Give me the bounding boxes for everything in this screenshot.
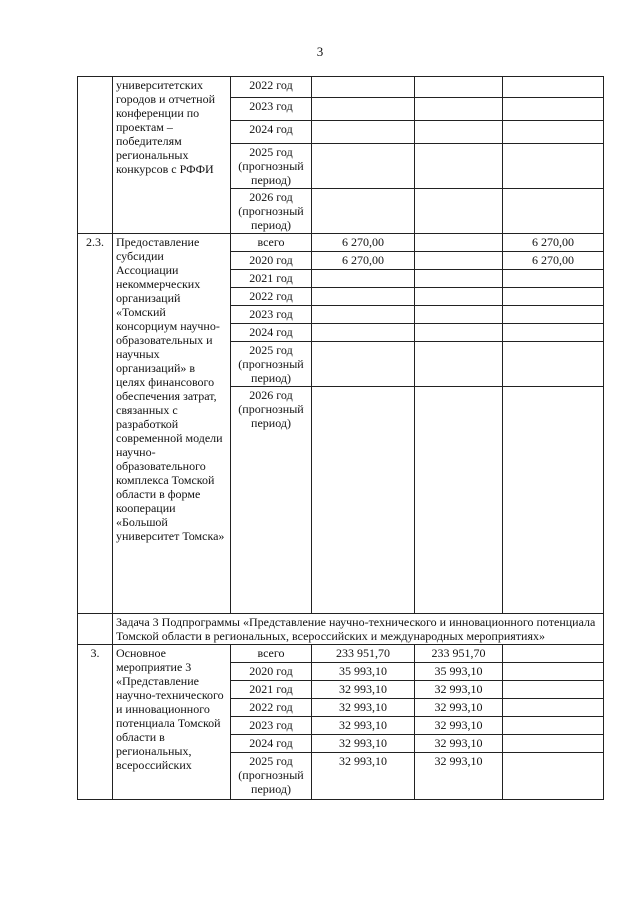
table-row <box>78 614 604 645</box>
value-cell: 233 951,70 <box>415 645 503 663</box>
value-cell <box>312 98 415 121</box>
value-cell <box>503 98 604 121</box>
task-heading: Задача 3 Подпрограммы «Представление научно-технического и инновационного потенциала Томской области в региональных, всероссийских и международных мероприятиях» <box>113 614 604 645</box>
value-cell: 6 270,00 <box>503 234 604 252</box>
year-cell: 2024 год <box>231 324 312 342</box>
value-cell <box>415 121 503 144</box>
year-cell: 2023 год <box>231 98 312 121</box>
page-number: 3 <box>316 44 324 59</box>
value-cell <box>415 252 503 270</box>
value-cell <box>415 342 503 387</box>
value-cell: 35 993,10 <box>312 663 415 681</box>
value-cell: 32 993,10 <box>415 717 503 735</box>
value-cell <box>415 387 503 614</box>
year-cell: всего <box>231 645 312 663</box>
year-cell: 2023 год <box>231 717 312 735</box>
value-cell <box>503 735 604 753</box>
year-cell: 2021 год <box>231 681 312 699</box>
value-cell <box>312 270 415 288</box>
year-cell: 2025 год (прогнозный период) <box>231 342 312 387</box>
value-cell: 32 993,10 <box>415 735 503 753</box>
year-cell: 2022 год <box>231 288 312 306</box>
value-cell <box>312 288 415 306</box>
value-cell: 6 270,00 <box>503 252 604 270</box>
year-cell: 2024 год <box>231 735 312 753</box>
value-cell: 35 993,10 <box>415 663 503 681</box>
table-row <box>78 234 604 252</box>
year-cell: 2024 год <box>231 121 312 144</box>
value-cell <box>503 387 604 614</box>
value-cell <box>503 270 604 288</box>
value-cell <box>415 324 503 342</box>
value-cell <box>312 306 415 324</box>
value-cell: 6 270,00 <box>312 252 415 270</box>
value-cell <box>503 144 604 189</box>
value-cell <box>312 121 415 144</box>
value-cell <box>503 663 604 681</box>
table-row <box>78 77 604 98</box>
value-cell <box>415 234 503 252</box>
value-cell <box>503 681 604 699</box>
value-cell: 6 270,00 <box>312 234 415 252</box>
value-cell: 32 993,10 <box>312 735 415 753</box>
value-cell <box>503 645 604 663</box>
year-cell: 2022 год <box>231 699 312 717</box>
value-cell <box>312 189 415 234</box>
year-cell: 2026 год (прогнозный период) <box>231 387 312 614</box>
value-cell <box>503 306 604 324</box>
value-cell: 32 993,10 <box>415 753 503 800</box>
row-number-cell <box>78 614 113 645</box>
value-cell <box>503 699 604 717</box>
value-cell: 32 993,10 <box>415 699 503 717</box>
year-cell: 2021 год <box>231 270 312 288</box>
year-cell: 2025 год (прогнозный период) <box>231 753 312 800</box>
value-cell <box>503 753 604 800</box>
value-cell <box>415 270 503 288</box>
value-cell: 32 993,10 <box>312 753 415 800</box>
value-cell <box>415 189 503 234</box>
value-cell: 32 993,10 <box>312 717 415 735</box>
value-cell <box>503 342 604 387</box>
value-cell <box>415 77 503 98</box>
event-description: Предоставление субсидии Ассоциации некоммерческих организаций «Томский консорциум научно-образовательных и научных организаций» в целях финансового обеспечения затрат, связанных с разработкой современной модели научно-образовательного комплекса Томской области в форме кооперации «Большой университет Томска» <box>113 234 231 614</box>
value-cell <box>415 288 503 306</box>
value-cell: 32 993,10 <box>312 699 415 717</box>
year-cell: 2026 год (прогнозный период) <box>231 189 312 234</box>
value-cell <box>312 324 415 342</box>
value-cell <box>503 717 604 735</box>
value-cell <box>415 306 503 324</box>
program-table <box>77 76 604 800</box>
year-cell: 2022 год <box>231 77 312 98</box>
value-cell: 233 951,70 <box>312 645 415 663</box>
value-cell <box>415 144 503 189</box>
value-cell <box>503 288 604 306</box>
value-cell <box>503 189 604 234</box>
year-cell: всего <box>231 234 312 252</box>
value-cell <box>503 77 604 98</box>
value-cell <box>312 342 415 387</box>
value-cell <box>312 144 415 189</box>
table-row <box>78 645 604 663</box>
value-cell: 32 993,10 <box>312 681 415 699</box>
value-cell: 32 993,10 <box>415 681 503 699</box>
value-cell <box>503 324 604 342</box>
row-number-cell <box>78 77 113 234</box>
year-cell: 2020 год <box>231 663 312 681</box>
value-cell <box>312 387 415 614</box>
row-number-cell: 2.3. <box>78 234 113 614</box>
year-cell: 2023 год <box>231 306 312 324</box>
row-number-cell: 3. <box>78 645 113 800</box>
year-cell: 2025 год (прогнозный период) <box>231 144 312 189</box>
event-description: университетских городов и отчетной конференции по проектам – победителям региональных конкурсов с РФФИ <box>113 77 231 234</box>
value-cell <box>312 77 415 98</box>
event-description: Основное мероприятие 3 «Представление научно-технического и инновационного потенциала Томской области в региональных, всероссийских <box>113 645 231 800</box>
value-cell <box>415 98 503 121</box>
year-cell: 2020 год <box>231 252 312 270</box>
value-cell <box>503 121 604 144</box>
